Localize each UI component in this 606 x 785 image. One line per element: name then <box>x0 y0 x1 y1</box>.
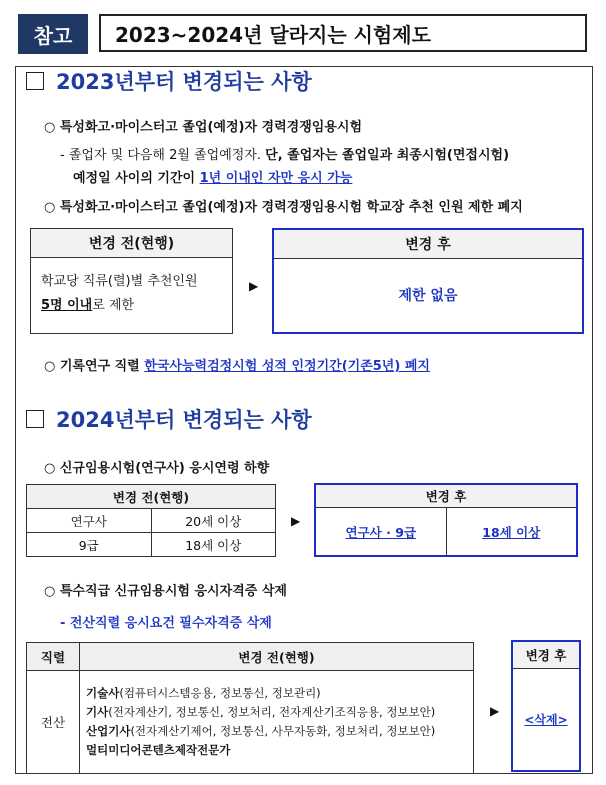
item-2023-3 <box>44 355 430 374</box>
after-box-cert <box>511 640 581 772</box>
section-2024-title-text: 2024년부터 변경되는 사항 <box>56 408 312 432</box>
before-row1-a: 연구사 <box>27 509 152 533</box>
header-tag: 참고 <box>18 14 88 54</box>
arrow-icon: ▶ <box>291 514 301 528</box>
before-tail-2023: 로 제한 <box>92 298 135 313</box>
before-row1-b: 20세 이상 <box>151 509 276 533</box>
cert-line <box>86 741 467 760</box>
item-2024-2: ○ 특수직급 신규임용시험 응시자격증 삭제 <box>44 584 287 599</box>
item-2023-1-sub-b: 단, 졸업자는 졸업일과 최종시험(면접시험) <box>265 148 510 163</box>
checkbox-square-icon <box>26 72 44 90</box>
section-2024-title <box>26 404 312 434</box>
cert-list-cell <box>80 671 474 774</box>
item-2023-1-sub <box>60 144 590 163</box>
cert-name: 산업기사 <box>86 724 131 738</box>
item-2023-1: ○ 특성화고·마이스터고 졸업(예정)자 경력경쟁임용시험 <box>44 120 363 135</box>
after-box-2024 <box>314 483 578 557</box>
before-line2-2023 <box>41 294 232 318</box>
after-a-2024: 연구사 · 9급 <box>316 508 447 555</box>
before-row2-a: 9급 <box>27 533 152 557</box>
before-header-2023: 변경 전(현행) <box>31 229 232 258</box>
item-2024-2-sub: - 전산직렬 응시요건 필수자격증 삭제 <box>60 616 272 631</box>
cert-table <box>26 642 474 774</box>
after-header-cert: 변경 후 <box>513 642 579 669</box>
after-value-cert: <삭제> <box>524 712 568 727</box>
item-2023-1-sub-a: - 졸업자 및 다음해 2월 졸업예정자. <box>60 148 266 163</box>
cert-line <box>86 722 467 741</box>
page-title <box>99 14 587 52</box>
checkbox-square-icon <box>26 410 44 428</box>
after-b-2024: 18세 이상 <box>482 524 541 540</box>
section-2023-title-text: 2023년부터 변경되는 사항 <box>56 70 312 94</box>
arrow-icon: ▶ <box>249 279 259 293</box>
before-table-2024 <box>26 484 276 557</box>
before-header-2024: 변경 전(현행) <box>27 485 276 509</box>
after-header-2023: 변경 후 <box>274 230 582 259</box>
before-content-2023 <box>31 258 232 318</box>
page-title-text: 2023~2024년 달라지는 시험제도 <box>115 22 431 47</box>
before-line1-2023: 학교당 직류(렬)별 추천인원 <box>41 274 198 289</box>
after-value-2023: 제한 없음 <box>398 288 458 304</box>
arrow-icon: ▶ <box>490 704 500 718</box>
item-2023-2: ○ 특성화고·마이스터고 졸업(예정)자 경력경쟁임용시험 학교장 추천 인원 제한 폐지 <box>44 200 523 215</box>
item-2023-3-prefix: ○ 기록연구 직렬 <box>44 359 145 374</box>
cert-name: 기술사 <box>86 686 120 700</box>
item-2023-1-sub-link: 1년 이내인 자만 응시 가능 <box>199 171 353 186</box>
item-2023-1-sub-line2 <box>73 167 352 186</box>
cert-detail: (컴퓨터시스템응용, 정보통신, 정보관리) <box>119 686 321 700</box>
after-header-2024: 변경 후 <box>316 485 576 508</box>
cert-detail: (전자계산기제어, 정보통신, 사무자동화, 정보처리, 정보보안) <box>130 724 436 738</box>
item-2023-3-link: 한국사능력검정시험 성적 인정기간(기존5년) 폐지 <box>144 359 430 374</box>
item-2024-1: ○ 신규임용시험(연구사) 응시연령 하향 <box>44 461 270 476</box>
before-bold-2023: 5명 이내 <box>41 298 93 313</box>
after-row-2024 <box>316 508 576 555</box>
item-2023-1-sub-c: 예정일 사이의 기간이 <box>73 171 200 186</box>
after-box-2023 <box>272 228 584 334</box>
before-box-2023 <box>30 228 233 334</box>
cert-line <box>86 684 467 703</box>
col-before-header: 변경 전(현행) <box>80 643 474 671</box>
cert-name: 멀티미디어콘텐츠제작전문가 <box>86 743 231 757</box>
cert-detail: (전자계산기, 정보통신, 정보처리, 전자계산기조직응용, 정보보안) <box>108 705 436 719</box>
cert-line <box>86 703 467 722</box>
job-cell: 전산 <box>27 671 80 774</box>
col-job-header: 직렬 <box>27 643 80 671</box>
cert-name: 기사 <box>86 705 109 719</box>
before-row2-b: 18세 이상 <box>151 533 276 557</box>
section-2023-title <box>26 66 312 96</box>
